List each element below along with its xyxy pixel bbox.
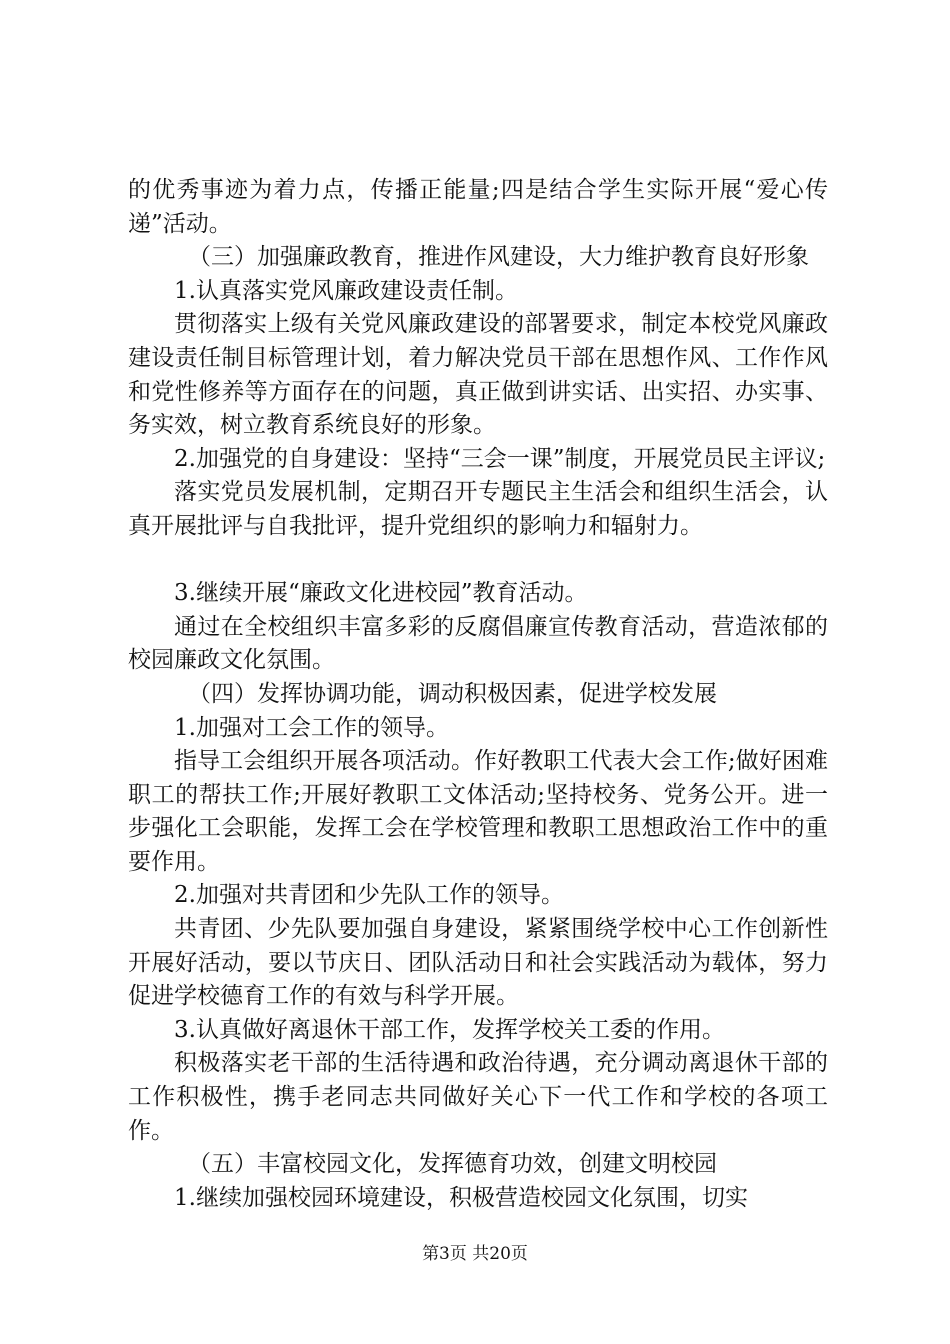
list-item-3-1: 1.认真落实党风廉政建设责任制。	[174, 277, 518, 304]
document-body	[128, 174, 828, 1215]
body-paragraph: 指导工会组织开展各项活动。作好教职工代表大会工作;做好困难职工的帮扶工作;开展好教职工文体活动;坚持校务、党务公开。进一步强化工会职能，发挥工会在学校管理和教职工思想政治工作中的重要作用。	[128, 748, 828, 875]
section-heading-3: （三）加强廉政教育，推进作风建设，大力维护教育良好形象	[188, 244, 809, 271]
section-heading-4: （四）发挥协调功能，调动积极因素，促进学校发展	[188, 680, 717, 707]
body-paragraph: 通过在全校组织丰富多彩的反腐倡廉宣传教育活动，营造浓郁的校园廉政文化氛围。	[128, 613, 828, 674]
section-heading-5: （五）丰富校园文化，发挥德育功效，创建文明校园	[188, 1151, 717, 1178]
list-item-5-1: 1.继续加强校园环境建设，积极营造校园文化氛围，切实	[174, 1184, 748, 1211]
list-item-3-3: 3.继续开展“廉政文化进校园”教育活动。	[174, 580, 588, 607]
list-item-4-1: 1.加强对工会工作的领导。	[174, 714, 449, 741]
list-item-3-2: 2.加强党的自身建设：坚持“三会一课”制度，开展党员民主评议;	[174, 445, 826, 472]
body-paragraph: 落实党员发展机制，定期召开专题民主生活会和组织生活会，认真开展批评与自我批评，提升党组织的影响力和辐射力。	[128, 479, 828, 539]
body-paragraph: 积极落实老干部的生活待遇和政治待遇，充分调动离退休干部的工作积极性，携手老同志共同做好关心下一代工作和学校的各项工作。	[128, 1050, 828, 1144]
page-number-footer: 第3页 共20页	[422, 1244, 528, 1264]
paragraph-continuation: 的优秀事迹为着力点，传播正能量;四是结合学生实际开展“爱心传递”活动。	[128, 177, 828, 237]
body-paragraph: 共青团、少先队要加强自身建设，紧紧围绕学校中心工作创新性开展好活动，要以节庆日、团队活动日和社会实践活动为载体，努力促进学校德育工作的有效与科学开展。	[128, 916, 828, 1010]
list-item-4-2: 2.加强对共青团和少先队工作的领导。	[174, 882, 564, 909]
paragraph-gap	[128, 544, 828, 578]
list-item-4-3: 3.认真做好离退休干部工作，发挥学校关工委的作用。	[174, 1016, 725, 1043]
body-paragraph: 贯彻落实上级有关党风廉政建设的部署要求，制定本校党风廉政建设责任制目标管理计划，着力解决党员干部在思想作风、工作作风和党性修养等方面存在的问题，真正做到讲实话、出实招、办实事、务实效，树立教育系统良好的形象。	[128, 311, 828, 439]
